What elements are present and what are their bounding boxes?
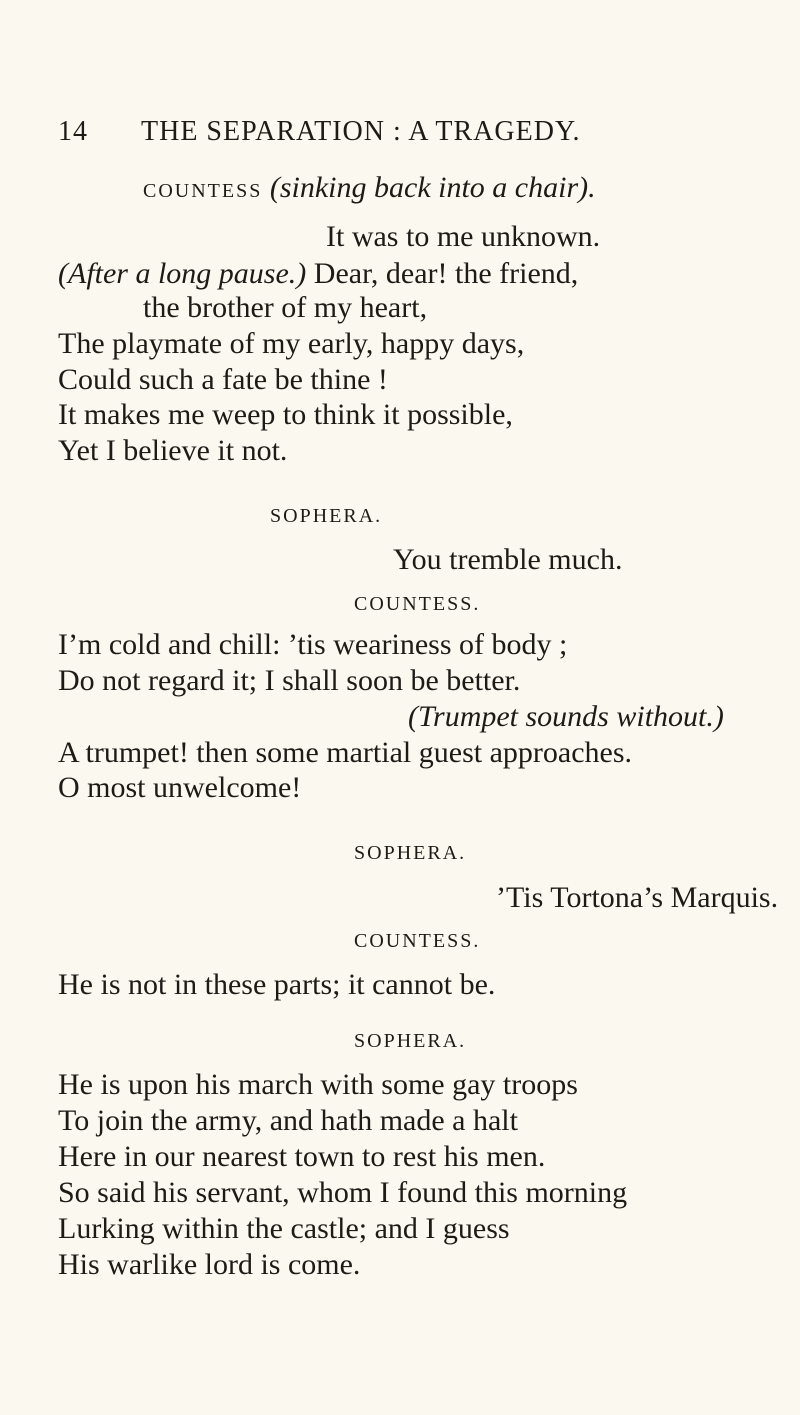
verse-line: It was to me unknown. [326,220,601,253]
verse-line: Here in our nearest town to rest his men. [58,1140,546,1173]
verse-line: He is upon his march with some gay troops [58,1068,578,1101]
verse-line: To join the army, and hath made a halt [58,1104,518,1137]
speaker-heading-countess [143,170,596,209]
speaker-name: COUNTESS [143,180,263,202]
verse-line: He is not in these parts; it cannot be. [58,968,496,1001]
verse-line: His warlike lord is come. [58,1248,361,1281]
verse-line: You tremble much. [393,543,623,576]
speaker-heading-countess: COUNTESS. [354,930,481,952]
speaker-heading-countess: COUNTESS. [354,593,481,615]
verse-line: O most unwelcome! [58,771,302,804]
verse-line: Lurking within the castle; and I guess [58,1212,510,1245]
running-title: THE SEPARATION : A TRAGEDY. [141,116,581,147]
verse-line: Yet I believe it not. [58,434,288,467]
stage-direction: (Trumpet sounds without.) [408,700,724,733]
verse-line: A trumpet! then some martial guest approaches. [58,736,632,769]
verse-line: Could such a fate be thine ! [58,363,388,396]
verse-line [58,256,578,291]
stage-direction: (After a long pause.) [58,257,307,290]
page-number: 14 [58,116,88,147]
verse-line: So said his servant, whom I found this morning [58,1176,628,1209]
speaker-heading-sophera: SOPHERA. [354,1030,467,1052]
speaker-heading-sophera: SOPHERA. [354,842,467,864]
verse-line: the brother of my heart, [143,291,428,324]
stage-direction: (sinking back into a chair). [269,171,596,204]
verse-line: I’m cold and chill: ’tis weariness of body ; [58,628,568,661]
verse-line: The playmate of my early, happy days, [58,327,525,360]
verse-line: Do not regard it; I shall soon be better. [58,664,521,697]
speaker-heading-sophera: SOPHERA. [270,505,383,527]
verse-text: Dear, dear! the friend, [313,257,579,290]
verse-line: It makes me weep to think it possible, [58,398,513,431]
verse-line: ’Tis Tortona’s Marquis. [496,881,779,914]
